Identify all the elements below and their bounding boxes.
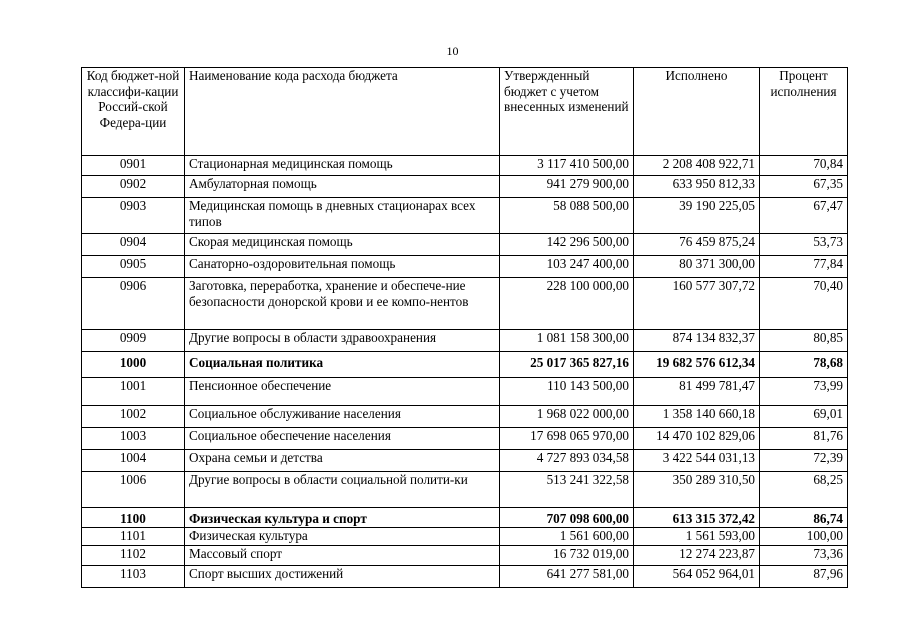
table-row (82, 176, 848, 198)
row-percent: 73,36 (760, 545, 848, 565)
row-approved: 103 247 400,00 (500, 256, 634, 278)
table-body (82, 156, 848, 588)
row-executed: 80 371 300,00 (634, 256, 760, 278)
row-approved: 110 143 500,00 (500, 378, 634, 406)
row-name: Заготовка, переработка, хранение и обеспече-ние безопасности донорской крови и ее компо-нентов (185, 278, 500, 330)
row-code: 1103 (82, 565, 185, 587)
table-row (82, 156, 848, 176)
row-percent: 78,68 (760, 352, 848, 378)
row-code: 1004 (82, 450, 185, 472)
row-code: 0903 (82, 198, 185, 234)
row-executed: 874 134 832,37 (634, 330, 760, 352)
header-name: Наименование кода расхода бюджета (185, 68, 500, 156)
row-executed: 633 950 812,33 (634, 176, 760, 198)
row-approved: 941 279 900,00 (500, 176, 634, 198)
row-approved: 142 296 500,00 (500, 234, 634, 256)
row-approved: 1 561 600,00 (500, 527, 634, 545)
row-code: 1102 (82, 545, 185, 565)
row-name: Пенсионное обеспечение (185, 378, 500, 406)
budget-execution-table (81, 67, 848, 588)
row-code: 1001 (82, 378, 185, 406)
row-percent: 67,47 (760, 198, 848, 234)
row-approved: 1 968 022 000,00 (500, 406, 634, 428)
row-executed: 76 459 875,24 (634, 234, 760, 256)
table-row (82, 527, 848, 545)
row-name: Социальное обслуживание населения (185, 406, 500, 428)
table-row (82, 450, 848, 472)
row-name: Социальное обеспечение населения (185, 428, 500, 450)
header-code: Код бюджет-ной классифи-кации Россий-ской Федера-ции (82, 68, 185, 156)
row-approved: 3 117 410 500,00 (500, 156, 634, 176)
table-header (82, 68, 848, 156)
row-percent: 86,74 (760, 508, 848, 528)
row-executed: 14 470 102 829,06 (634, 428, 760, 450)
row-approved: 4 727 893 034,58 (500, 450, 634, 472)
row-approved: 228 100 000,00 (500, 278, 634, 330)
row-name: Медицинская помощь в дневных стационарах всех типов (185, 198, 500, 234)
row-approved: 641 277 581,00 (500, 565, 634, 587)
row-name: Санаторно-оздоровительная помощь (185, 256, 500, 278)
row-code: 0905 (82, 256, 185, 278)
row-percent: 67,35 (760, 176, 848, 198)
row-code: 0902 (82, 176, 185, 198)
table-row (82, 545, 848, 565)
row-executed: 350 289 310,50 (634, 472, 760, 508)
row-name: Амбулаторная помощь (185, 176, 500, 198)
header-approved: Утвержденный бюджет с учетом внесенных изменений (500, 68, 634, 156)
table-row (82, 472, 848, 508)
row-percent: 72,39 (760, 450, 848, 472)
row-executed: 3 422 544 031,13 (634, 450, 760, 472)
table-row (82, 406, 848, 428)
row-approved: 17 698 065 970,00 (500, 428, 634, 450)
table-row (82, 428, 848, 450)
row-percent: 81,76 (760, 428, 848, 450)
row-percent: 73,99 (760, 378, 848, 406)
row-executed: 1 358 140 660,18 (634, 406, 760, 428)
row-approved: 25 017 365 827,16 (500, 352, 634, 378)
row-name: Социальная политика (185, 352, 500, 378)
row-code: 1003 (82, 428, 185, 450)
row-percent: 100,00 (760, 527, 848, 545)
row-code: 1101 (82, 527, 185, 545)
row-name: Охрана семьи и детства (185, 450, 500, 472)
row-name: Стационарная медицинская помощь (185, 156, 500, 176)
row-name: Массовый спорт (185, 545, 500, 565)
row-name: Скорая медицинская помощь (185, 234, 500, 256)
row-executed: 12 274 223,87 (634, 545, 760, 565)
row-approved: 58 088 500,00 (500, 198, 634, 234)
row-executed: 19 682 576 612,34 (634, 352, 760, 378)
row-executed: 81 499 781,47 (634, 378, 760, 406)
header-percent: Процент исполнения (760, 68, 848, 156)
row-approved: 513 241 322,58 (500, 472, 634, 508)
row-executed: 2 208 408 922,71 (634, 156, 760, 176)
row-code: 0901 (82, 156, 185, 176)
row-executed: 1 561 593,00 (634, 527, 760, 545)
table-row (82, 234, 848, 256)
row-code: 0904 (82, 234, 185, 256)
header-executed: Исполнено (634, 68, 760, 156)
row-percent: 70,84 (760, 156, 848, 176)
row-percent: 87,96 (760, 565, 848, 587)
row-name: Другие вопросы в области здравоохранения (185, 330, 500, 352)
row-percent: 77,84 (760, 256, 848, 278)
row-executed: 160 577 307,72 (634, 278, 760, 330)
row-percent: 53,73 (760, 234, 848, 256)
table-row (82, 278, 848, 330)
row-percent: 69,01 (760, 406, 848, 428)
page-number: 10 (446, 44, 459, 58)
table-row (82, 565, 848, 587)
table-row (82, 352, 848, 378)
table-row (82, 508, 848, 528)
row-approved: 1 081 158 300,00 (500, 330, 634, 352)
row-percent: 80,85 (760, 330, 848, 352)
row-name: Спорт высших достижений (185, 565, 500, 587)
row-code: 1100 (82, 508, 185, 528)
row-approved: 707 098 600,00 (500, 508, 634, 528)
table-row (82, 378, 848, 406)
row-code: 0906 (82, 278, 185, 330)
row-percent: 70,40 (760, 278, 848, 330)
row-executed: 613 315 372,42 (634, 508, 760, 528)
row-code: 1000 (82, 352, 185, 378)
table-row (82, 198, 848, 234)
row-name: Другие вопросы в области социальной полити-ки (185, 472, 500, 508)
table-row (82, 330, 848, 352)
row-code: 1006 (82, 472, 185, 508)
row-code: 0909 (82, 330, 185, 352)
row-percent: 68,25 (760, 472, 848, 508)
table-row (82, 256, 848, 278)
row-name: Физическая культура (185, 527, 500, 545)
row-code: 1002 (82, 406, 185, 428)
row-name: Физическая культура и спорт (185, 508, 500, 528)
row-approved: 16 732 019,00 (500, 545, 634, 565)
row-executed: 39 190 225,05 (634, 198, 760, 234)
row-executed: 564 052 964,01 (634, 565, 760, 587)
